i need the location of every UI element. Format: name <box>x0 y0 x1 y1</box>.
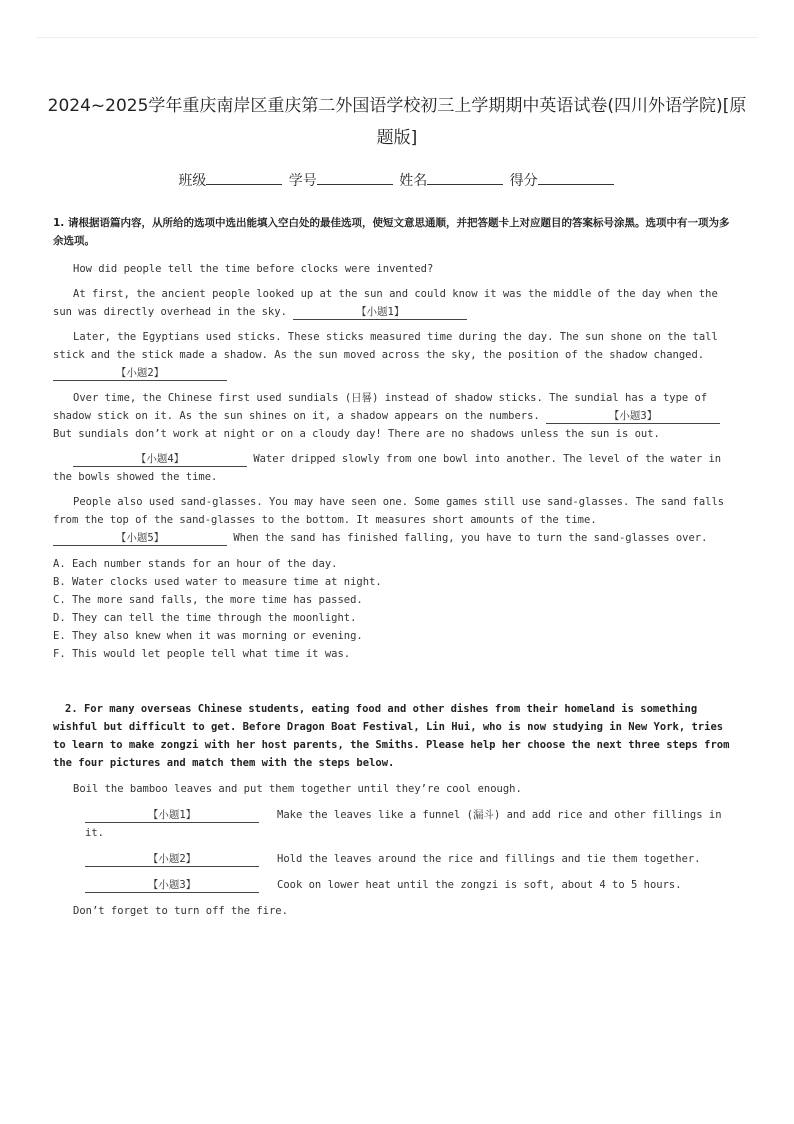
question-2-heading: 2. For many overseas Chinese students, eating food and other dishes from their homeland is something wishful but difficult to get. Before Dragon Boat Festival, Lin Hui, who is now studying in New York, tries to learn to make zongzi with her host parents, the Smiths. Please help her choose the next three steps from the four pictures and match them with the steps below. <box>53 703 730 769</box>
paragraph-text: How did people tell the time before clocks were invented? <box>73 263 434 275</box>
score-blank[interactable] <box>538 171 614 185</box>
step-blank-2[interactable]: 【小题2】 <box>85 852 259 867</box>
paragraph-text: But sundials don’t work at night or on a cloudy day! There are no shadows unless the sun is out. <box>53 428 660 440</box>
student-info-line <box>0 170 794 190</box>
answer-blank-3[interactable]: 【小题3】 <box>546 409 720 424</box>
option-item: A. Each number stands for an hour of the day. <box>53 558 338 570</box>
paragraph-text: People also used sand-glasses. You may have seen one. Some games still use sand-glasses. The sand falls from the top of the sand-glasses to the bottom. It measures short amounts of the time. <box>53 496 725 526</box>
step-text: Cook on lower heat until the zongzi is soft, about 4 to 5 hours. <box>277 879 682 891</box>
paragraph-text: At first, the ancient people looked up at the sun and could know it was the middle of the day when the sun was directly overhead in the sky. <box>53 288 718 318</box>
step-intro: Boil the bamboo leaves and put them together until they’re cool enough. <box>73 783 522 795</box>
step-text: Hold the leaves around the rice and fillings and tie them together. <box>277 853 701 865</box>
answer-blank-5[interactable]: 【小题5】 <box>53 531 227 546</box>
name-blank[interactable] <box>427 171 503 185</box>
question-1 <box>53 214 739 663</box>
option-item: C. The more sand falls, the more time has passed. <box>53 594 363 606</box>
number-blank[interactable] <box>317 171 393 185</box>
question-1-heading: 1. 请根据语篇内容，从所给的选项中选出能填入空白处的最佳选项，使短文意思通顺，并把答题卡上对应题目的答案标号涂黑。选项中有一项为多余选项。 <box>53 217 730 247</box>
answer-blank-2[interactable]: 【小题2】 <box>53 366 227 381</box>
step-row <box>53 806 739 842</box>
passage-paragraph <box>53 493 739 547</box>
step-blank-1[interactable]: 【小题1】 <box>85 808 259 823</box>
options-list <box>53 555 739 663</box>
header-divider <box>36 37 758 38</box>
step-ending: Don’t forget to turn off the fire. <box>73 905 288 917</box>
page-title: 2024~2025学年重庆南岸区重庆第二外国语学校初三上学期期中英语试卷(四川外语学院)[原题版] <box>47 96 747 148</box>
class-label: 班级 <box>178 173 207 189</box>
step-row <box>53 850 739 868</box>
paragraph-text: When the sand has finished falling, you have to turn the sand-glasses over. <box>233 532 708 544</box>
passage-paragraph <box>53 328 739 382</box>
option-item: D. They can tell the time through the moonlight. <box>53 612 357 624</box>
score-label: 得分 <box>509 173 538 189</box>
step-row <box>53 876 739 894</box>
name-label: 姓名 <box>399 173 428 189</box>
step-text: Make the leaves like a funnel (漏斗) and add rice and other fillings in it. <box>85 809 722 839</box>
number-label: 学号 <box>288 173 317 189</box>
paragraph-text: Water dripped slowly from one bowl into another. The level of the water in the bowls showed the time. <box>53 453 722 483</box>
class-blank[interactable] <box>206 171 282 185</box>
paragraph-text: Over time, the Chinese first used sundials (日晷) instead of shadow sticks. The sundial has a type of shadow stick on it. As the sun shines on it, a shadow appears on the numbers. <box>53 392 708 422</box>
passage-paragraph <box>53 285 739 321</box>
option-item: B. Water clocks used water to measure time at night. <box>53 576 382 588</box>
option-item: E. They also knew when it was morning or evening. <box>53 630 363 642</box>
answer-blank-4[interactable]: 【小题4】 <box>73 452 247 467</box>
passage-paragraph <box>53 450 739 486</box>
question-2 <box>53 700 739 920</box>
option-item: F. This would let people tell what time it was. <box>53 648 351 660</box>
step-blank-3[interactable]: 【小题3】 <box>85 878 259 893</box>
passage-paragraph <box>53 260 739 278</box>
answer-blank-1[interactable]: 【小题1】 <box>293 305 467 320</box>
passage-paragraph <box>53 389 739 443</box>
paragraph-text: Later, the Egyptians used sticks. These sticks measured time during the day. The sun shone on the tall stick and the stick made a shadow. As the sun moved across the sky, the position of the shadow changed. <box>53 331 718 361</box>
